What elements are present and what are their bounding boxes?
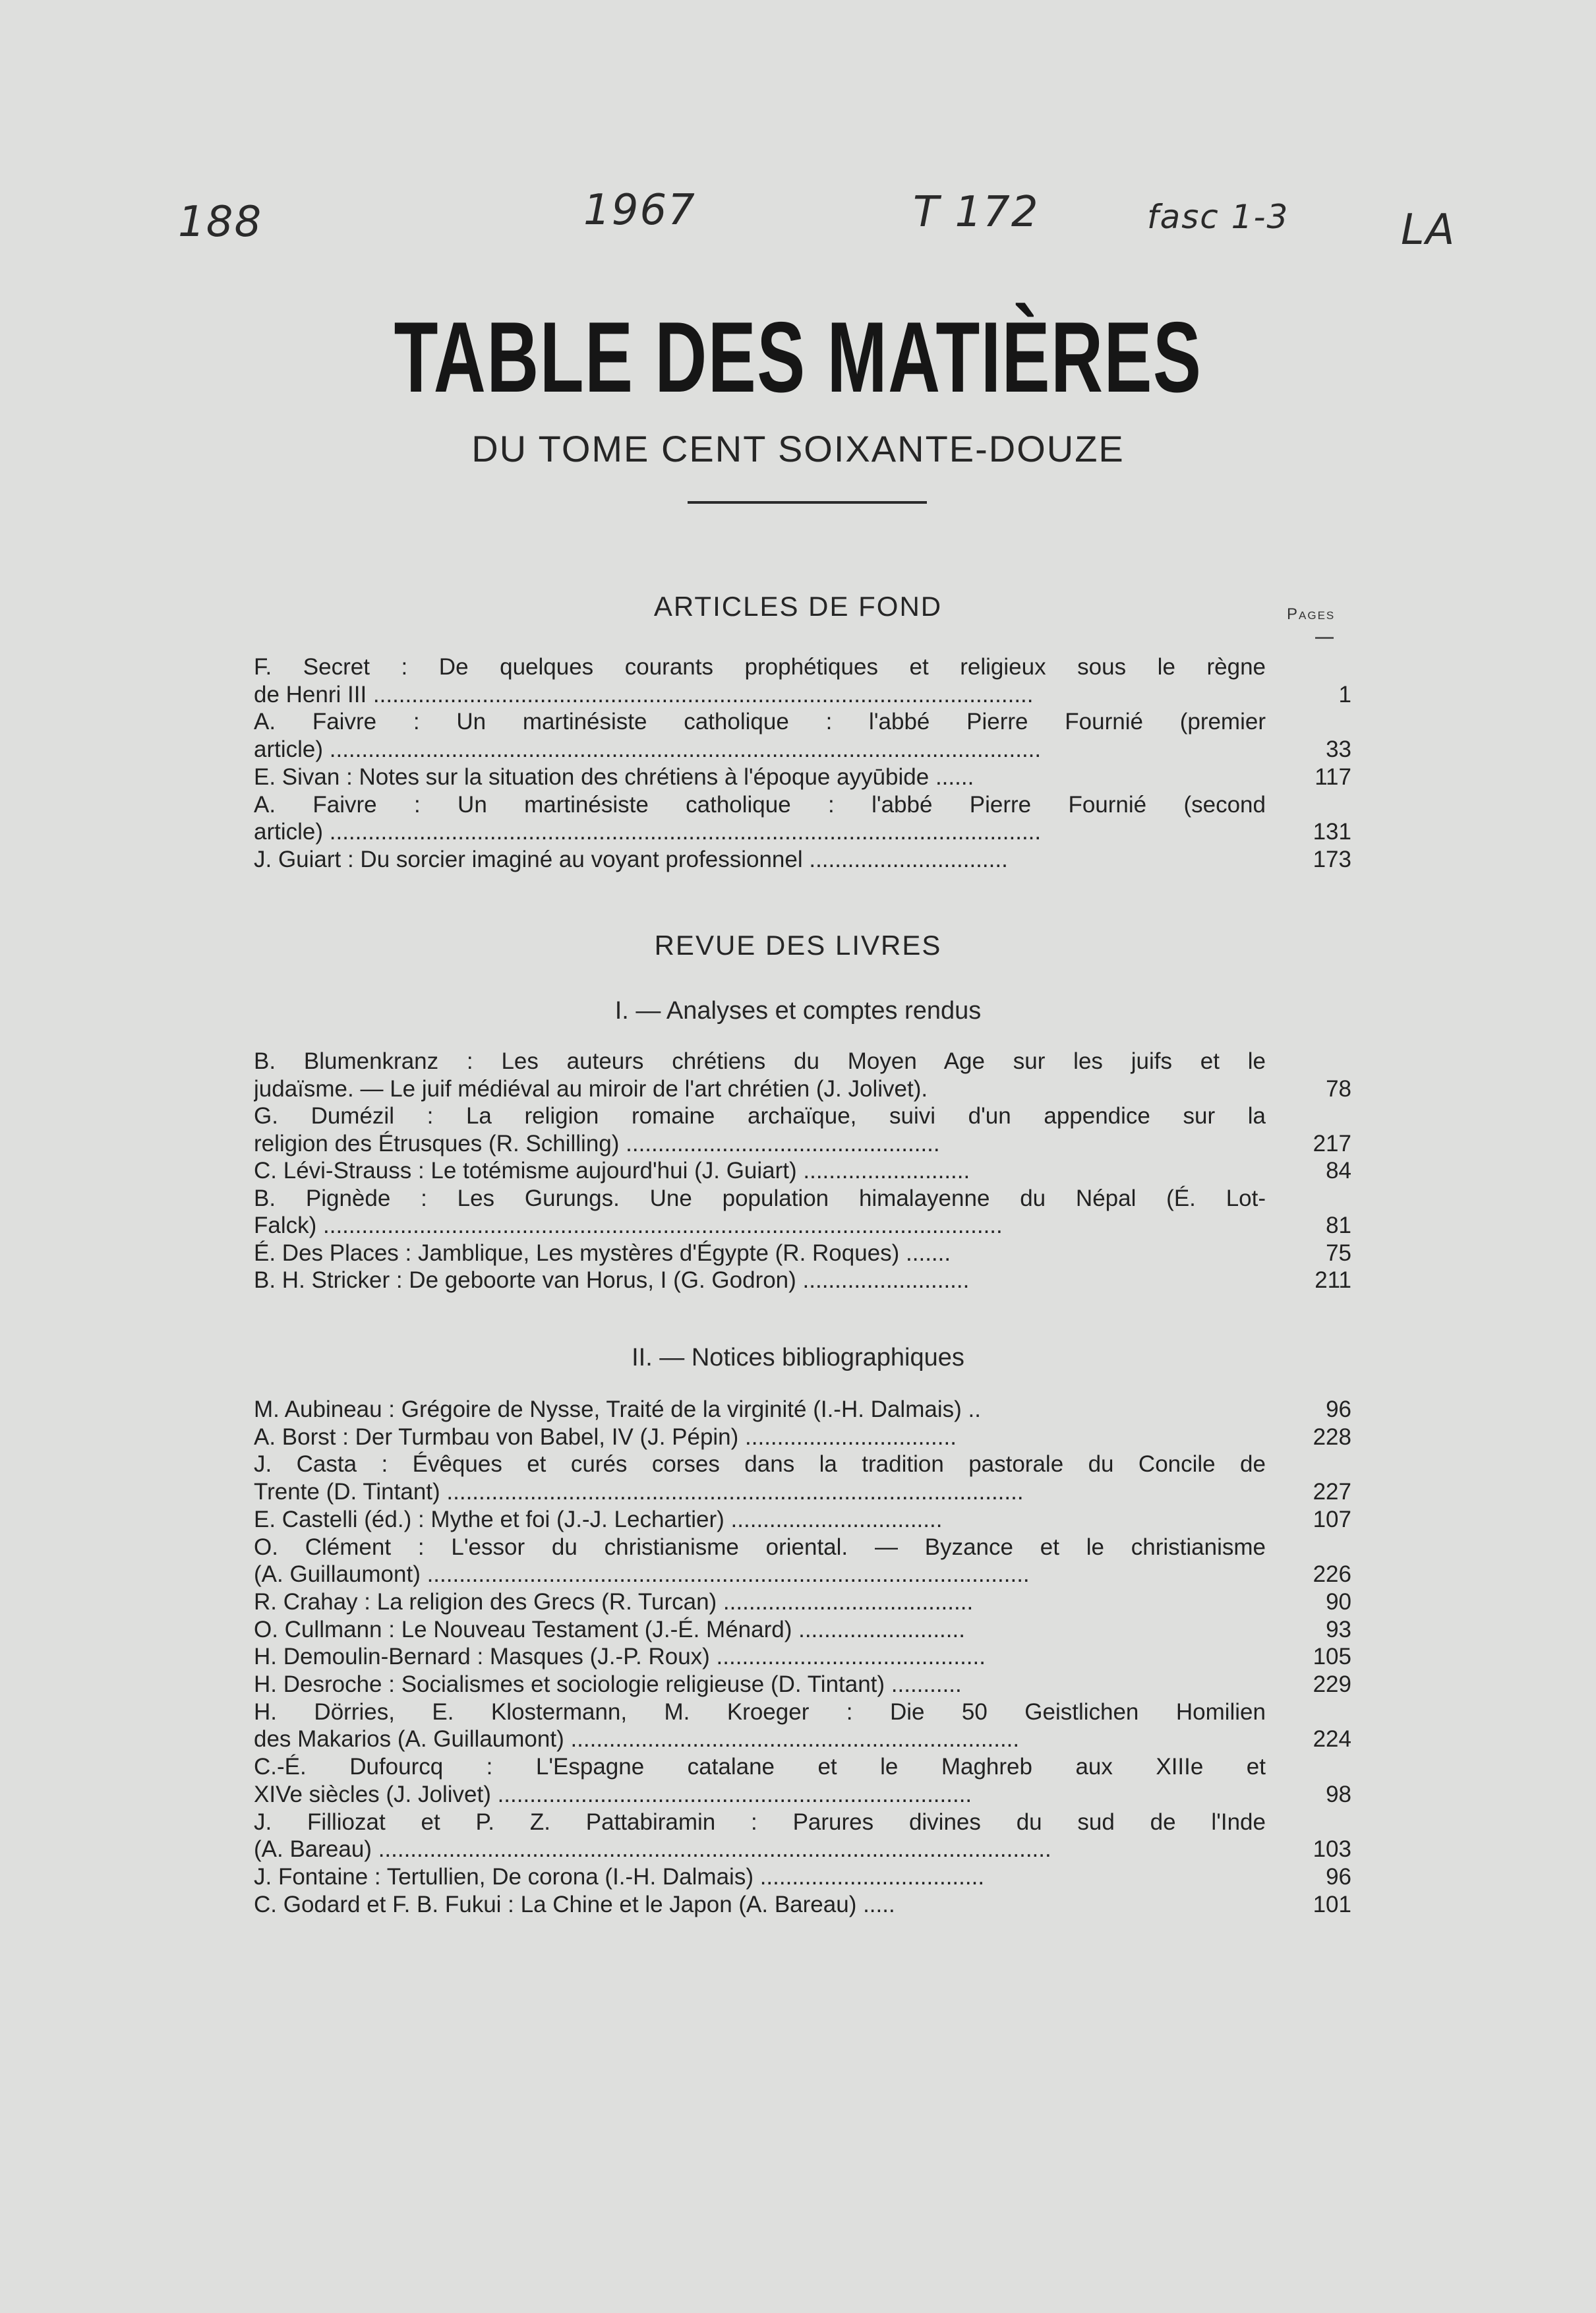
toc-line bbox=[254, 847, 1351, 873]
handwritten-note-right: LA bbox=[1401, 206, 1456, 255]
page-title: TABLE DES MATIÈRES bbox=[394, 301, 1202, 413]
toc-line bbox=[254, 1617, 1351, 1643]
toc-page-number: 211 bbox=[1315, 1267, 1351, 1293]
toc-line bbox=[254, 1479, 1351, 1505]
toc-line bbox=[254, 792, 1351, 818]
toc-page-number: 227 bbox=[1313, 1479, 1351, 1505]
toc-entry-text: F. Secret : De quelques courants prophétiques et religieux sous le règne bbox=[254, 654, 1266, 680]
handwritten-note-year: 1967 bbox=[583, 186, 696, 235]
toc-page-number: 93 bbox=[1326, 1616, 1351, 1642]
section-heading-revue: REVUE DES LIVRES bbox=[654, 930, 942, 961]
title-divider bbox=[688, 501, 927, 504]
toc-entry-text: A. Faivre : Un martinésiste catholique : l'abbé Pierre Fournié (premier bbox=[254, 709, 1266, 735]
toc-line bbox=[254, 1671, 1351, 1698]
toc-entry-text: É. Des Places : Jamblique, Les mystères d'Égypte (R. Roques) ....... bbox=[254, 1240, 951, 1266]
toc-entry-text: J. Guiart : Du sorcier imaginé au voyant professionnel ............................... bbox=[254, 846, 1008, 872]
subsection-heading-analyses bbox=[0, 997, 1596, 1025]
toc-entry-text: R. Crahay : La religion des Grecs (R. Turcan) ....................................... bbox=[254, 1588, 974, 1615]
toc-page-number: 173 bbox=[1313, 846, 1351, 872]
toc-entry-text: O. Clément : L'essor du christianisme oriental. — Byzance et le christianisme bbox=[254, 1534, 1266, 1560]
toc-entry-text: (A. Bareau) ......................................................................................................... bbox=[254, 1836, 1051, 1863]
toc-entry-text: C. Godard et F. B. Fukui : La Chine et le Japon (A. Bareau) ..... bbox=[254, 1891, 895, 1917]
toc-page-number: 81 bbox=[1326, 1213, 1351, 1238]
toc-entry-text: C.-É. Dufourcq : L'Espagne catalane et le Maghreb aux XIIIe et bbox=[254, 1754, 1266, 1780]
toc-page-number: 1 bbox=[1338, 681, 1351, 707]
toc-entry-text: O. Cullmann : Le Nouveau Testament (J.-É. Ménard) .......................... bbox=[254, 1616, 965, 1642]
toc-page-number: 96 bbox=[1326, 1397, 1351, 1422]
toc-line bbox=[254, 682, 1351, 708]
toc-line bbox=[254, 1048, 1351, 1075]
toc-entry-text: article) ............................................................................................................... bbox=[254, 736, 1042, 763]
toc-line bbox=[254, 1589, 1351, 1615]
toc-line bbox=[254, 1534, 1351, 1561]
toc-page-number: 226 bbox=[1313, 1561, 1351, 1588]
toc-page-number: 217 bbox=[1313, 1130, 1351, 1156]
toc-page-number: 229 bbox=[1313, 1671, 1351, 1697]
toc-line bbox=[254, 1507, 1351, 1533]
toc-entry-text: (A. Guillaumont) .............................................................................................. bbox=[254, 1561, 1030, 1588]
toc-line bbox=[254, 1699, 1351, 1726]
pages-column-dash bbox=[1315, 637, 1334, 639]
toc-page-number: 101 bbox=[1313, 1891, 1351, 1917]
toc-page-number: 228 bbox=[1313, 1424, 1351, 1450]
toc-line bbox=[254, 1131, 1351, 1157]
toc-line bbox=[254, 1864, 1351, 1890]
toc-line bbox=[254, 764, 1351, 791]
toc-entry-text: E. Sivan : Notes sur la situation des chrétiens à l'époque ayyūbide ...... bbox=[254, 764, 974, 790]
toc-entry-text: A. Borst : Der Turmbau von Babel, IV (J. Pépin) ................................. bbox=[254, 1424, 957, 1450]
subsection-heading-analyses-text: I. — Analyses et comptes rendus bbox=[614, 997, 982, 1025]
toc-line bbox=[254, 1836, 1351, 1863]
toc-entry-text: de Henri III ....................................................................................................... bbox=[254, 681, 1034, 707]
toc-entry-text: C. Lévi-Strauss : Le totémisme aujourd'hui (J. Guiart) .......................... bbox=[254, 1158, 970, 1184]
toc-line bbox=[254, 1424, 1351, 1451]
handwritten-note-tome: T 172 bbox=[913, 188, 1040, 237]
toc-entry-text: article) ............................................................................................................... bbox=[254, 819, 1042, 845]
toc-entry-text: M. Aubineau : Grégoire de Nysse, Traité de la virginité (I.-H. Dalmais) .. bbox=[254, 1397, 981, 1422]
toc-entry-text: B. H. Stricker : De geboorte van Horus, I (G. Godron) .......................... bbox=[254, 1267, 970, 1293]
toc-line bbox=[254, 1186, 1351, 1212]
pages-column-label: Pages bbox=[1287, 605, 1336, 623]
toc-line bbox=[254, 1213, 1351, 1239]
toc-entry-text: B. Pignède : Les Gurungs. Une population himalayenne du Népal (É. Lot- bbox=[254, 1185, 1266, 1211]
subsection-heading-notices bbox=[0, 1344, 1596, 1372]
toc-line bbox=[254, 1809, 1351, 1836]
toc-line bbox=[254, 1726, 1351, 1753]
subsection-heading-notices-text: II. — Notices bibliographiques bbox=[632, 1344, 964, 1371]
toc-entry-text: J. Casta : Évêques et curés corses dans la tradition pastorale du Concile de bbox=[254, 1451, 1266, 1478]
toc-entry-text: H. Demoulin-Bernard : Masques (J.-P. Roux) .......................................... bbox=[254, 1644, 986, 1670]
toc-page-number: 103 bbox=[1313, 1836, 1351, 1863]
toc-entry-text: religion des Étrusques (R. Schilling) ................................................. bbox=[254, 1130, 940, 1156]
toc-entry-text: B. Blumenkranz : Les auteurs chrétiens du Moyen Age sur les juifs et le bbox=[254, 1048, 1266, 1074]
toc-entry-text: Falck) .......................................................................................................... bbox=[254, 1213, 1003, 1238]
toc-page-number: 78 bbox=[1326, 1075, 1351, 1102]
toc-line bbox=[254, 1892, 1351, 1918]
toc-entry-text: des Makarios (A. Guillaumont) ...................................................................... bbox=[254, 1726, 1020, 1753]
toc-entry-text: J. Fontaine : Tertullien, De corona (I.-H. Dalmais) ................................... bbox=[254, 1863, 985, 1890]
toc-entry-text: H. Dörries, E. Klostermann, M. Kroeger : Die 50 Geistlichen Homilien bbox=[254, 1698, 1266, 1725]
toc-page-number: 33 bbox=[1326, 736, 1351, 763]
toc-line bbox=[254, 1267, 1351, 1294]
toc-line bbox=[254, 1397, 1351, 1423]
toc-entry-text: E. Castelli (éd.) : Mythe et foi (J.-J. Lechartier) ................................. bbox=[254, 1506, 943, 1532]
toc-page-number: 75 bbox=[1326, 1240, 1351, 1266]
toc-line bbox=[254, 1076, 1351, 1102]
toc-line bbox=[254, 709, 1351, 735]
toc-line bbox=[254, 1644, 1351, 1670]
page-subtitle: DU TOME CENT SOIXANTE-DOUZE bbox=[471, 428, 1125, 469]
toc-line bbox=[254, 819, 1351, 845]
toc-line bbox=[254, 1240, 1351, 1267]
toc-entry-text: J. Filliozat et P. Z. Pattabiramin : Parures divines du sud de l'Inde bbox=[254, 1809, 1266, 1835]
toc-page-number: 84 bbox=[1326, 1158, 1351, 1184]
toc-page-number: 105 bbox=[1313, 1644, 1351, 1670]
toc-line bbox=[254, 1561, 1351, 1588]
handwritten-note-left: 188 bbox=[178, 198, 263, 247]
section-heading-articles: ARTICLES DE FOND bbox=[653, 591, 943, 622]
toc-line bbox=[254, 1782, 1351, 1808]
toc-entry-text: G. Dumézil : La religion romaine archaïque, suivi d'un appendice sur la bbox=[254, 1103, 1266, 1129]
toc-entry-text: judaïsme. — Le juif médiéval au miroir de l'art chrétien (J. Jolivet). bbox=[254, 1075, 928, 1102]
toc-page-number: 107 bbox=[1313, 1506, 1351, 1532]
handwritten-note-fasc: fasc 1-3 bbox=[1147, 198, 1289, 236]
toc-entry-text: Trente (D. Tintant) .......................................................................................... bbox=[254, 1479, 1024, 1505]
toc-line bbox=[254, 736, 1351, 763]
toc-line bbox=[254, 1103, 1351, 1129]
toc-entry-text: A. Faivre : Un martinésiste catholique : l'abbé Pierre Fournié (second bbox=[254, 791, 1266, 818]
toc-page-number: 224 bbox=[1313, 1726, 1351, 1753]
toc-line bbox=[254, 1158, 1351, 1184]
toc-page-number: 96 bbox=[1326, 1863, 1351, 1890]
toc-page-number: 131 bbox=[1313, 819, 1351, 845]
toc-entry-text: H. Desroche : Socialismes et sociologie religieuse (D. Tintant) ........... bbox=[254, 1671, 962, 1697]
toc-page-number: 98 bbox=[1326, 1781, 1351, 1807]
toc-line bbox=[254, 654, 1351, 680]
toc-page-number: 117 bbox=[1315, 764, 1351, 790]
toc-entry-text: XIVe siècles (J. Jolivet) .......................................................................... bbox=[254, 1781, 972, 1807]
toc-page-number: 90 bbox=[1326, 1588, 1351, 1615]
toc-line bbox=[254, 1451, 1351, 1478]
toc-line bbox=[254, 1754, 1351, 1780]
